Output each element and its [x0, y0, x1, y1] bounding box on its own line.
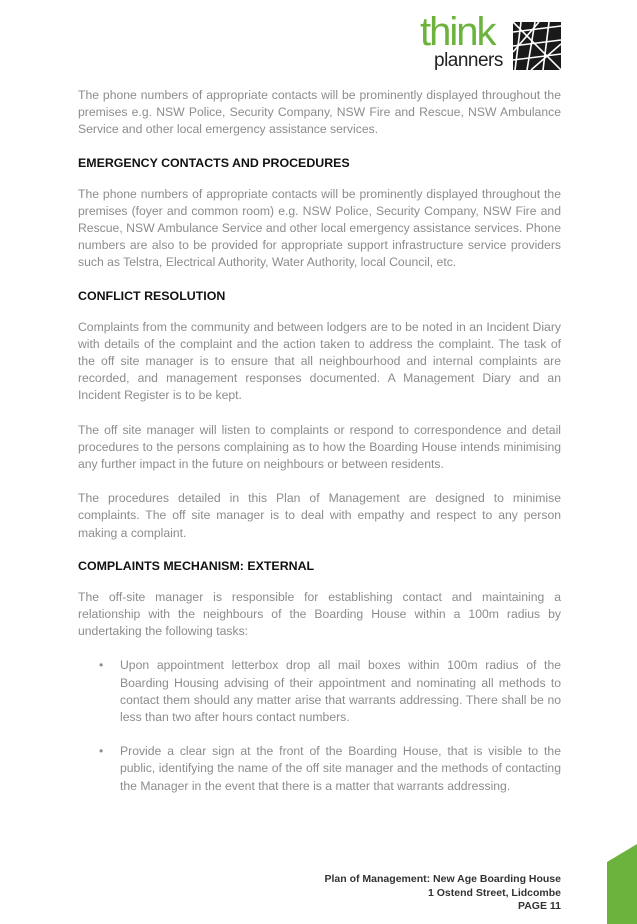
task-bullet-list	[78, 657, 561, 794]
heading-complaints-mechanism: COMPLAINTS MECHANISM: EXTERNAL	[78, 558, 315, 573]
bullet-text: Provide a clear sign at the front of the Boarding House, that is visible to the public, identifying the name of the off site manager and the methods of contacting the Manager in the event that there is a matter that warrants addressing.	[120, 744, 561, 793]
logo-word-planners: planners	[434, 50, 503, 71]
footer-address: 1 Ostend Street, Lidcombe	[427, 886, 561, 899]
bullet-icon: •	[99, 658, 104, 673]
list-item	[78, 743, 561, 795]
document-body	[78, 87, 561, 795]
logo-word-think: think	[420, 10, 495, 54]
think-planners-logo	[420, 10, 562, 74]
footer-page-number: PAGE 11	[518, 900, 561, 912]
conflict-paragraph-3: The procedures detailed in this Plan of Management are designed to minimise complaints. The off site manager is to deal with empathy and respect to any person making a complaint.	[78, 491, 561, 540]
heading-emergency-contacts: EMERGENCY CONTACTS AND PROCEDURES	[78, 155, 350, 170]
footer-document-title: Plan of Management: New Age Boarding House	[324, 873, 561, 885]
bullet-icon: •	[99, 744, 104, 759]
conflict-paragraph-2: The off site manager will listen to complaints or respond to correspondence and detail procedures to the persons complaining as to how the Boarding House intends minimising any further impact in the future on neighbours or between residents.	[78, 422, 561, 472]
list-item	[78, 657, 561, 726]
page-footer	[325, 873, 561, 914]
conflict-paragraph-1: Complaints from the community and between lodgers are to be noted in an Incident Diary with details of the complaint and the action taken to address the complaint. The task of the off site manager is to ensure that all neighbourhood and internal complaints are recorded, and management responses documented. A Management Diary and an Incident Register is to be kept.	[78, 319, 561, 403]
intro-paragraph: The phone numbers of appropriate contacts will be prominently displayed throughout the premises e.g. NSW Police, Security Company, NSW Fire and Rescue, NSW Ambulance Service and other local emergency assistance services.	[78, 88, 561, 137]
complaints-paragraph: The off-site manager is responsible for establishing contact and maintaining a relationship with the neighbours of the Boarding House within a 100m radius by undertaking the following tasks:	[78, 589, 561, 639]
bullet-text: Upon appointment letterbox drop all mail boxes within 100m radius of the Boarding Housing advising of their appointment and nominating all methods to contact them should any matter arise that warrants addressing. There shall be no less than two after hours contact numbers.	[120, 658, 561, 725]
corner-accent-icon	[607, 844, 637, 924]
street-map-logo-icon	[513, 22, 561, 70]
heading-conflict-resolution: CONFLICT RESOLUTION	[78, 288, 226, 303]
emergency-paragraph: The phone numbers of appropriate contacts will be prominently displayed throughout the premises (foyer and common room) e.g. NSW Police, Security Company, NSW Fire and Rescue, NSW Ambulance Service and other local emergency assistance services. Phone numbers are also to be provided for appropriate support infrastructure service providers such as Telstra, Electrical Authority, Water Authority, local Council, etc.	[78, 186, 561, 270]
